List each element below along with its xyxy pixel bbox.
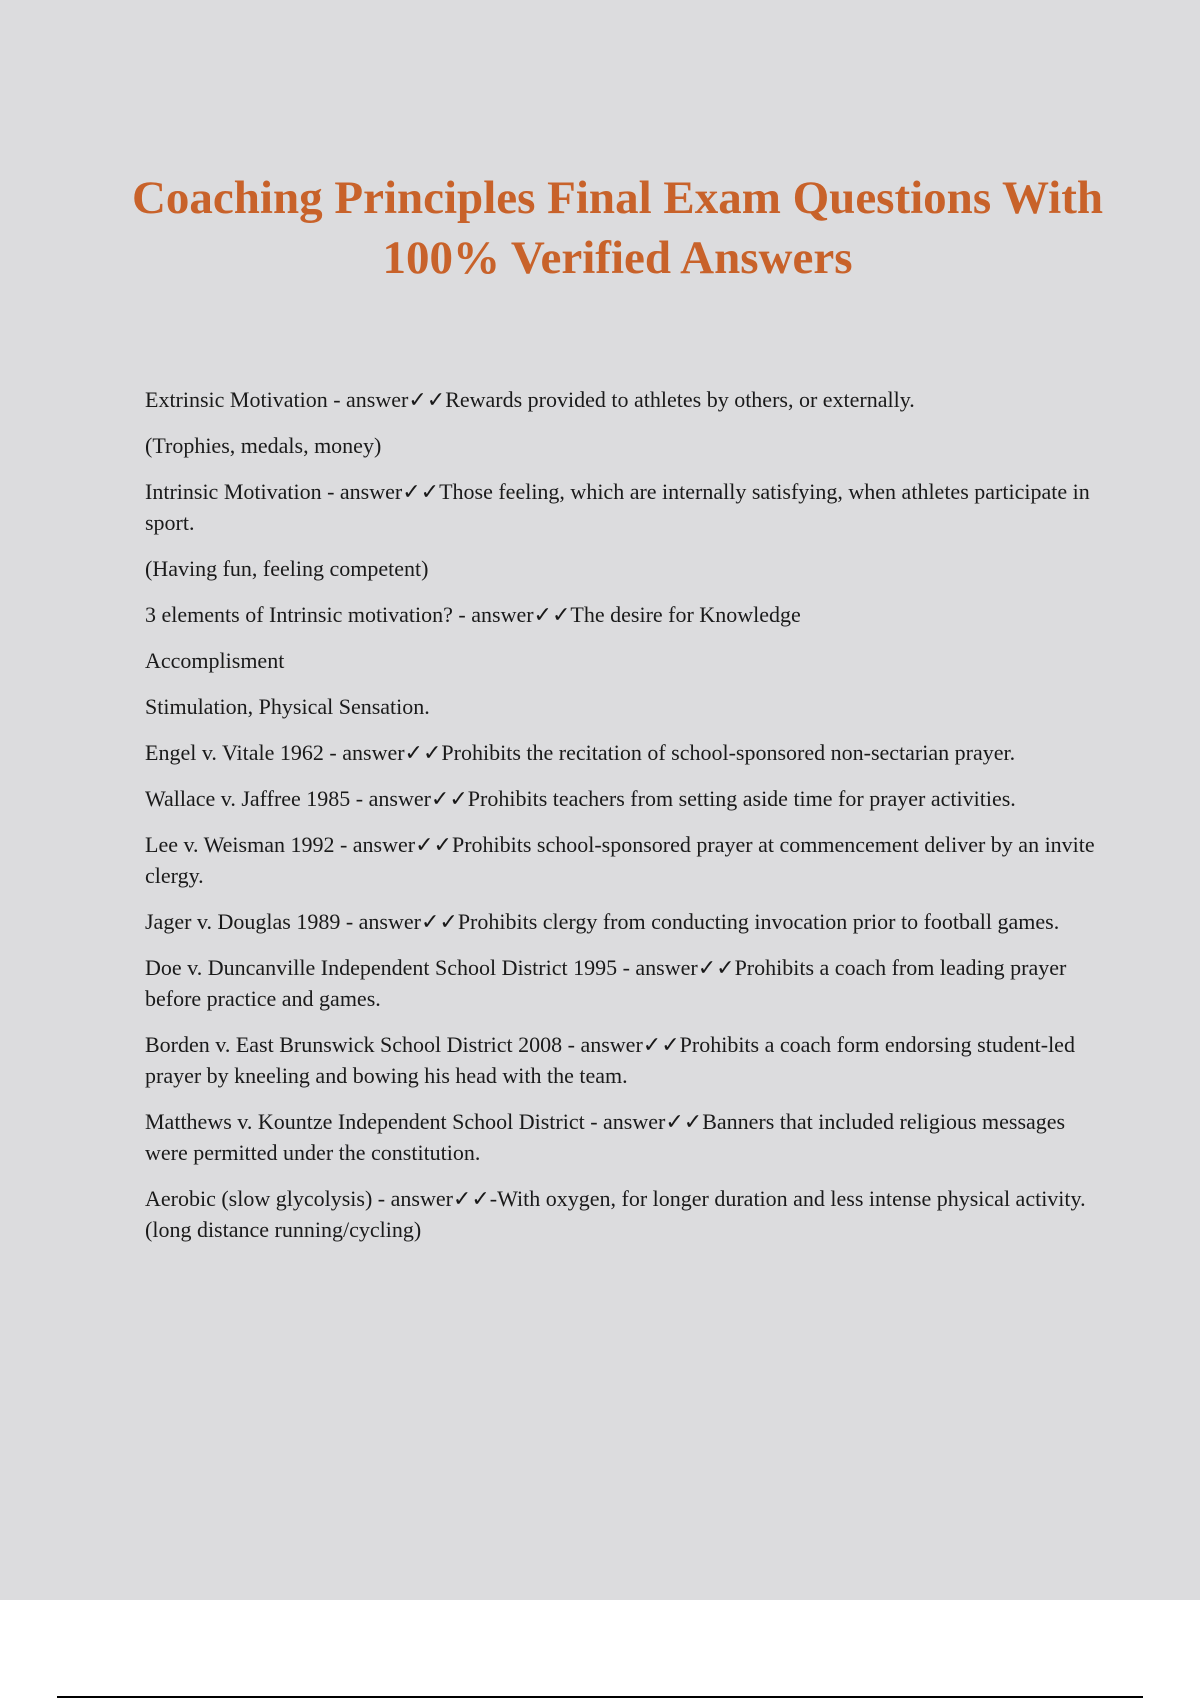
qa-paragraph: Wallace v. Jaffree 1985 - answer✓✓Prohibits teachers from setting aside time for prayer activities. xyxy=(145,786,1016,811)
qa-paragraph: Stimulation, Physical Sensation. xyxy=(145,694,430,719)
qa-paragraph: Lee v. Weisman 1992 - answer✓✓Prohibits school-sponsored prayer at commencement deliver by an invite clergy. xyxy=(145,832,1095,888)
qa-paragraph: Jager v. Douglas 1989 - answer✓✓Prohibits clergy from conducting invocation prior to football games. xyxy=(145,909,1060,934)
qa-paragraph: Matthews v. Kountze Independent School District - answer✓✓Banners that included religious messages were permitted under the constitution. xyxy=(145,1109,1066,1165)
qa-list xyxy=(145,384,1095,1260)
page-divider xyxy=(57,1696,1143,1698)
qa-paragraph: Accomplisment xyxy=(145,648,285,673)
qa-paragraph: Borden v. East Brunswick School District 2008 - answer✓✓Prohibits a coach form endorsing student-led prayer by kneeling and bowing his head with the team. xyxy=(145,1032,1075,1088)
qa-paragraph: Extrinsic Motivation - answer✓✓Rewards provided to athletes by others, or externally. xyxy=(145,387,915,412)
qa-paragraph: Doe v. Duncanville Independent School District 1995 - answer✓✓Prohibits a coach from leading prayer before practice and games. xyxy=(145,955,1067,1011)
qa-paragraph: Intrinsic Motivation - answer✓✓Those feeling, which are internally satisfying, when athletes participate in sport. xyxy=(145,479,1090,535)
qa-paragraph: (Having fun, feeling competent) xyxy=(145,556,429,581)
qa-paragraph: (Trophies, medals, money) xyxy=(145,433,382,458)
qa-paragraph: Engel v. Vitale 1962 - answer✓✓Prohibits the recitation of school-sponsored non-sectarian prayer. xyxy=(145,740,1016,765)
qa-paragraph: Aerobic (slow glycolysis) - answer✓✓-With oxygen, for longer duration and less intense physical activity. (long distance running/cycling) xyxy=(145,1186,1086,1242)
document-title: Coaching Principles Final Exam Questions With 100% Verified Answers xyxy=(131,172,1104,284)
qa-paragraph: 3 elements of Intrinsic motivation? - answer✓✓The desire for Knowledge xyxy=(145,602,801,627)
